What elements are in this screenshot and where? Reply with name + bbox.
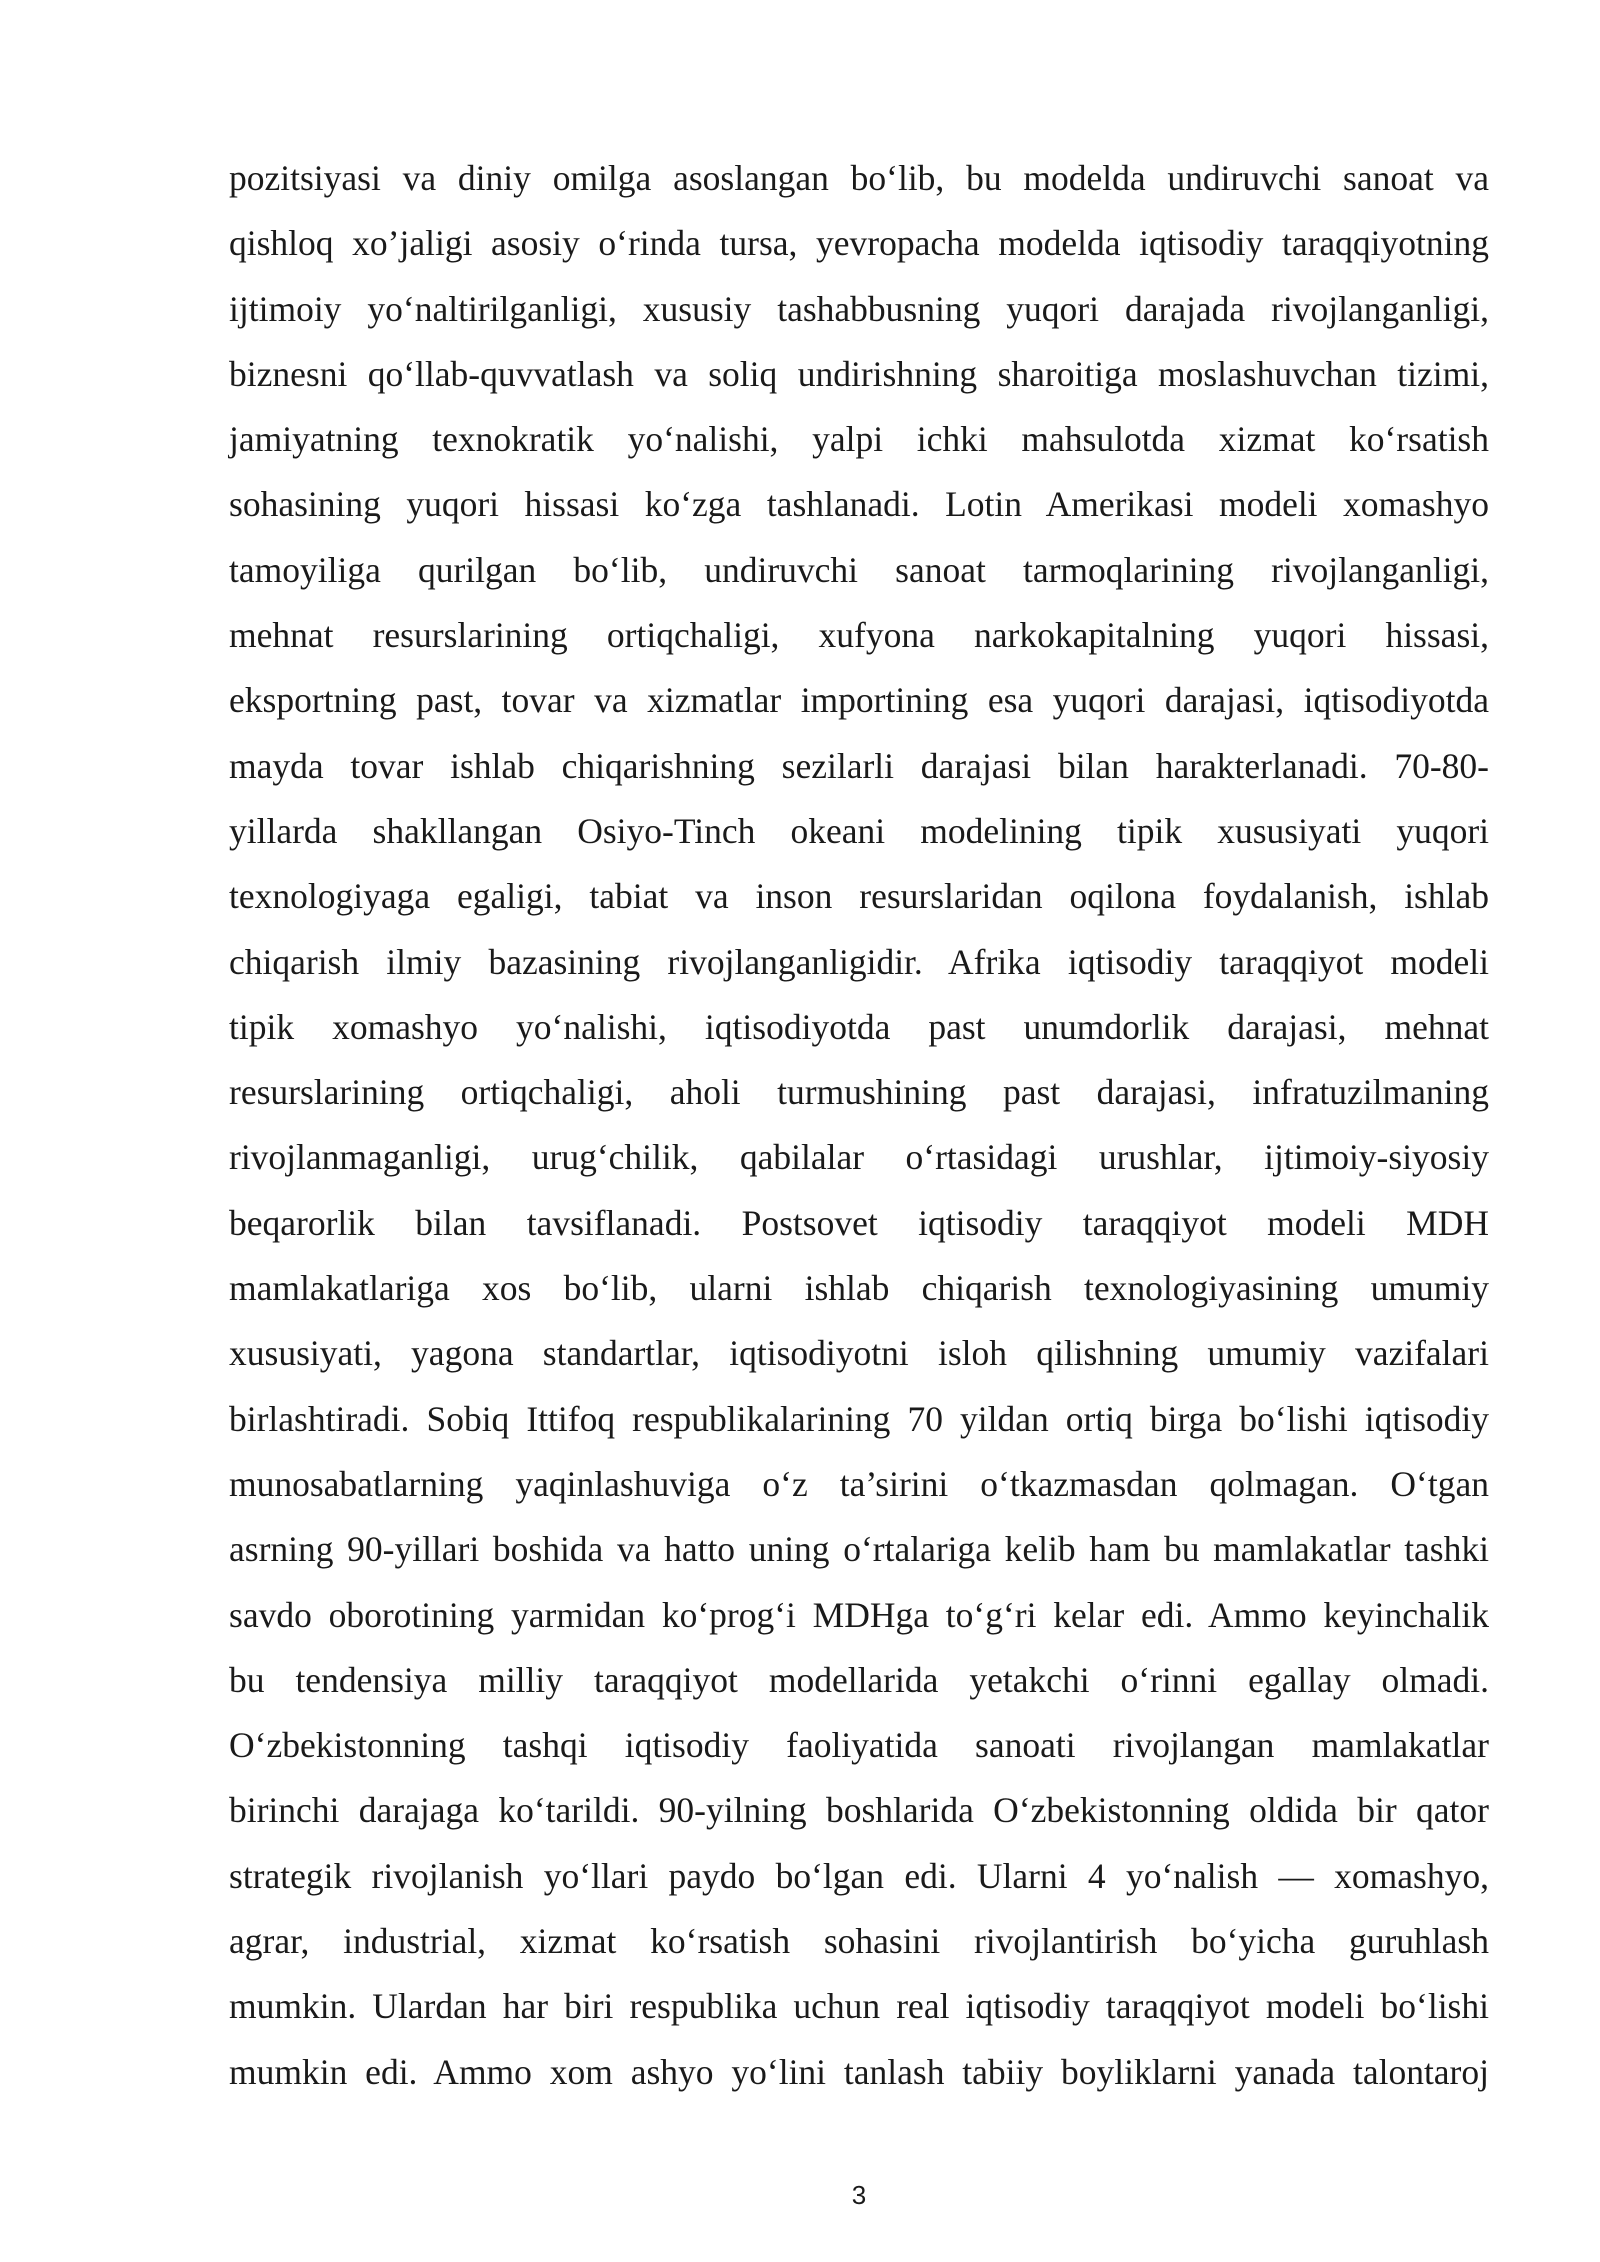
- text-line: O‘zbekistonning tashqi iqtisodiy faoliyatida sanoati rivojlangan mamlakatlar: [229, 1725, 1489, 1766]
- body-paragraph: [229, 146, 1489, 2105]
- text-line: savdo oborotining yarmidan ko‘prog‘i MDHga to‘g‘ri kelar edi. Ammo keyinchalik: [229, 1594, 1489, 1635]
- text-line: resurslarining ortiqchaligi, aholi turmushining past darajasi, infratuzilmaning: [229, 1072, 1489, 1113]
- text-line: agrar, industrial, xizmat ko‘rsatish sohasini rivojlantirish bo‘yicha guruhlash: [229, 1921, 1489, 1962]
- text-line: beqarorlik bilan tavsiflanadi. Postsovet iqtisodiy taraqqiyot modeli MDH: [229, 1202, 1489, 1243]
- text-line: rivojlanmaganligi, urug‘chilik, qabilalar o‘rtasidagi urushlar, ijtimoiy-siyosiy: [229, 1137, 1489, 1178]
- text-line: ijtimoiy yo‘naltirilganligi, xususiy tashabbusning yuqori darajada rivojlanganligi,: [229, 288, 1489, 329]
- text-line: birinchi darajaga ko‘tarildi. 90-yilning boshlarida O‘zbekistonning oldida bir qator: [229, 1790, 1489, 1831]
- text-line: biznesni qo‘llab-quvvatlash va soliq undirishning sharoitiga moslashuvchan tizimi,: [229, 353, 1489, 394]
- text-line: jamiyatning texnokratik yo‘nalishi, yalpi ichki mahsulotda xizmat ko‘rsatish: [229, 419, 1489, 460]
- text-line: yillarda shakllangan Osiyo-Tinch okeani modelining tipik xususiyati yuqori: [229, 810, 1489, 851]
- text-line: sohasining yuqori hissasi ko‘zga tashlanadi. Lotin Amerikasi modeli xomashyo: [229, 484, 1489, 525]
- text-line: qishloq xo’jaligi asosiy o‘rinda tursa, yevropacha modelda iqtisodiy taraqqiyotning: [229, 223, 1489, 264]
- text-line: strategik rivojlanish yo‘llari paydo bo‘lgan edi. Ularni 4 yo‘nalish — xomashyo,: [229, 1855, 1489, 1896]
- text-line: mumkin edi. Ammo xom ashyo yo‘lini tanlash tabiiy boyliklarni yanada talontaroj: [229, 2051, 1489, 2092]
- text-line: texnologiyaga egaligi, tabiat va inson resurslaridan oqilona foydalanish, ishlab: [229, 876, 1489, 917]
- text-line: tamoyiliga qurilgan bo‘lib, undiruvchi sanoat tarmoqlarining rivojlanganligi,: [229, 549, 1489, 590]
- text-line: mehnat resurslarining ortiqchaligi, xufyona narkokapitalning yuqori hissasi,: [229, 615, 1489, 656]
- text-line: tipik xomashyo yo‘nalishi, iqtisodiyotda past unumdorlik darajasi, mehnat: [229, 1006, 1489, 1047]
- text-line: pozitsiyasi va diniy omilga asoslangan bo‘lib, bu modelda undiruvchi sanoat va: [229, 158, 1489, 198]
- text-line: mamlakatlariga xos bo‘lib, ularni ishlab chiqarish texnologiyasining umumiy: [229, 1268, 1489, 1309]
- text-line: xususiyati, yagona standartlar, iqtisodiyotni isloh qilishning umumiy vazifalari: [229, 1333, 1489, 1374]
- page-number: 3: [851, 2180, 867, 2210]
- text-line: bu tendensiya milliy taraqqiyot modellarida yetakchi o‘rinni egallay olmadi.: [229, 1659, 1489, 1700]
- text-line: eksportning past, tovar va xizmatlar importining esa yuqori darajasi, iqtisodiyotda: [229, 680, 1489, 721]
- text-line: mumkin. Ulardan har biri respublika uchun real iqtisodiy taraqqiyot modeli bo‘lishi: [229, 1986, 1489, 2027]
- text-line: birlashtiradi. Sobiq Ittifoq respublikalarining 70 yildan ortiq birga bo‘lishi iqtisodiy: [229, 1398, 1489, 1439]
- text-line: chiqarish ilmiy bazasining rivojlanganligidir. Afrika iqtisodiy taraqqiyot modeli: [229, 941, 1489, 982]
- text-line: asrning 90-yillari boshida va hatto uning o‘rtalariga kelib ham bu mamlakatlar tashki: [229, 1529, 1489, 1570]
- text-line: munosabatlarning yaqinlashuviga o‘z ta’sirini o‘tkazmasdan qolmagan. O‘tgan: [229, 1463, 1489, 1504]
- text-line: mayda tovar ishlab chiqarishning sezilarli darajasi bilan harakterlanadi. 70-80-: [229, 745, 1489, 786]
